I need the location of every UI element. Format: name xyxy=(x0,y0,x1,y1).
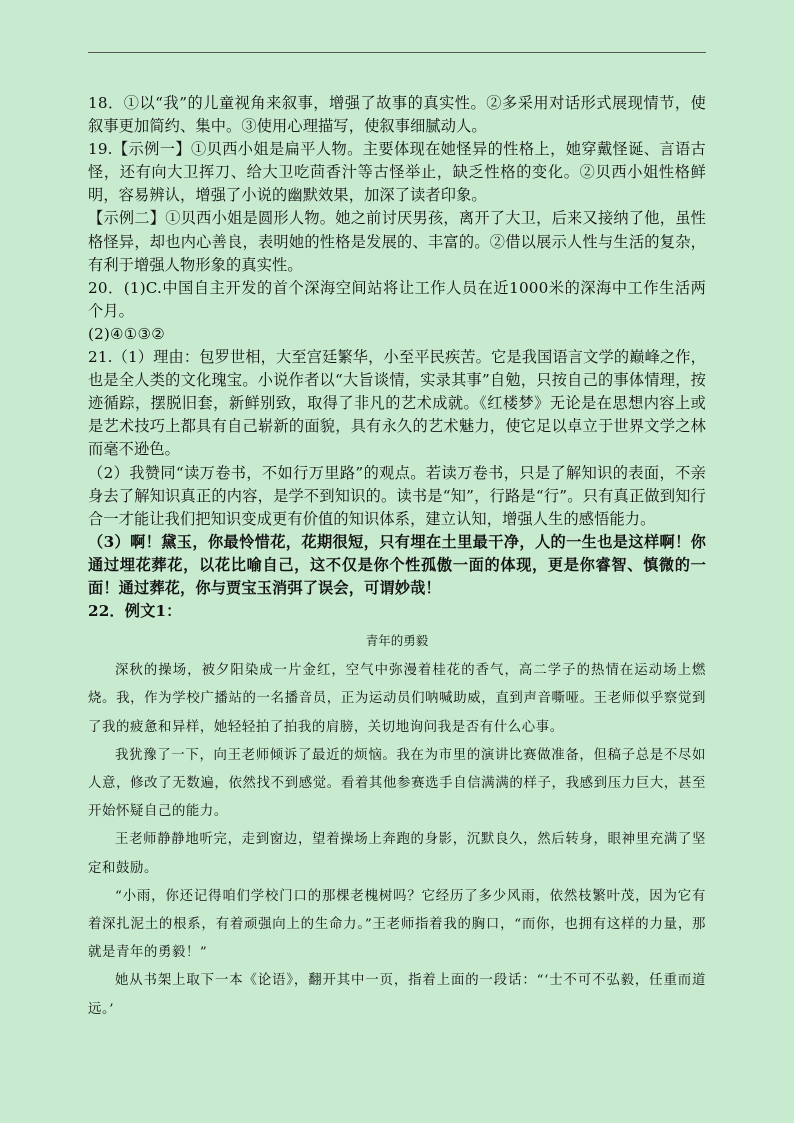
answer-19-example-1: 19.【示例一】①贝西小姐是扁平人物。主要体现在她怪异的性格上，她穿戴怪诞、言语古怪，还有向大卫挥刀、给大卫吃茴香汁等古怪举止，缺乏性格的变化。②贝西小姐性格鲜明，容易辨认，增强了小说的幽默效果，加深了读者印象。 xyxy=(88,140,706,205)
answer-content xyxy=(88,92,706,1024)
essay-paragraph: 王老师静静地听完，走到窗边，望着操场上奔跑的身影，沉默良久，然后转身，眼神里充满了坚定和鼓励。 xyxy=(88,832,706,876)
answer-21-part-1: 21.（1）理由：包罗世相，大至宫廷繁华，小至平民疾苦。它是我国语言文学的巅峰之作，也是全人类的文化瑰宝。小说作者以“大旨谈情，实录其事”自勉，只按自己的事体情理，按迹循踪，摆脱旧套，新鲜别致，取得了非凡的艺术成就。《红楼梦》无论是在思想内容上或是艺术技巧上都具有自己崭新的面貌，具有永久的艺术魅力，使它足以卓立于世界文学之林而毫不逊色。 xyxy=(88,348,706,459)
answer-20-part-1: 20．(1)C.中国自主开发的首个深海空间站将让工作人员在近1000米的深海中工作生活两个月。 xyxy=(88,278,706,320)
answer-21-part-2: （2）我赞同“读万卷书，不如行万里路”的观点。若读万卷书，只是了解知识的表面，不亲身去了解知识真正的内容，是学不到知识的。读书是“知”，行路是“行”。只有真正做到知行合一才能让我们把知识变成更有价值的知识体系，建立认知，增强人生的感悟能力。 xyxy=(88,463,706,528)
essay-paragraph: “小雨，你还记得咱们学校门口的那棵老槐树吗？它经历了多少风雨，依然枝繁叶茂，因为它有着深扎泥土的根系，有着顽强向上的生命力。”王老师指着我的胸口，“而你，也拥有这样的力量，那就是青年的勇毅！” xyxy=(88,888,706,961)
essay-paragraph: 深秋的操场，被夕阳染成一片金红，空气中弥漫着桂花的香气，高二学子的热情在运动场上燃烧。我，作为学校广播站的一名播音员，正为运动员们呐喊助威，直到声音嘶哑。王老师似乎察觉到了我的疲惫和异样，她轻轻拍了拍我的肩膀，关切地询问我是否有什么心事。 xyxy=(88,663,706,735)
essay-title: 青年的勇毅 xyxy=(365,633,429,649)
answer-18: 18．①以“我”的儿童视角来叙事，增强了故事的真实性。②多采用对话形式展现情节，使叙事更加简约、集中。③使用心理描写，使叙事细腻动人。 xyxy=(88,94,706,136)
answer-20-part-2: (2)④①③② xyxy=(88,324,166,343)
answer-22-label: 22．例文1： xyxy=(88,602,182,621)
header-rule xyxy=(88,52,706,53)
essay-paragraph: 我犹豫了一下，向王老师倾诉了最近的烦恼。我在为市里的演讲比赛做准备，但稿子总是不尽如人意，修改了无数遍，依然找不到感觉。看着其他参赛选手自信满满的样子，我感到压力巨大，甚至开始怀疑自己的能力。 xyxy=(88,747,706,820)
answer-21-part-3: （3）啊！黛玉，你最怜惜花，花期很短，只有埋在土里最干净，人的一生也是这样啊！你通过埋花葬花，以花比喻自己，这不仅是你个性孤傲一面的体现，更是你睿智、慎微的一面！通过葬花，你与贾宝玉消弭了误会，可谓妙哉！ xyxy=(88,532,706,597)
essay-paragraph: 她从书架上取下一本《论语》，翻开其中一页，指着上面的一段话：“‘士不可不弘毅，任重而道远。’ xyxy=(88,973,706,1017)
answer-19-example-2: 【示例二】①贝西小姐是圆形人物。她之前讨厌男孩，离开了大卫，后来又接纳了他，虽性格怪异，却也内心善良，表明她的性格是发展的、丰富的。②借以展示人性与生活的复杂，有利于增强人物形象的真实性。 xyxy=(88,209,706,274)
